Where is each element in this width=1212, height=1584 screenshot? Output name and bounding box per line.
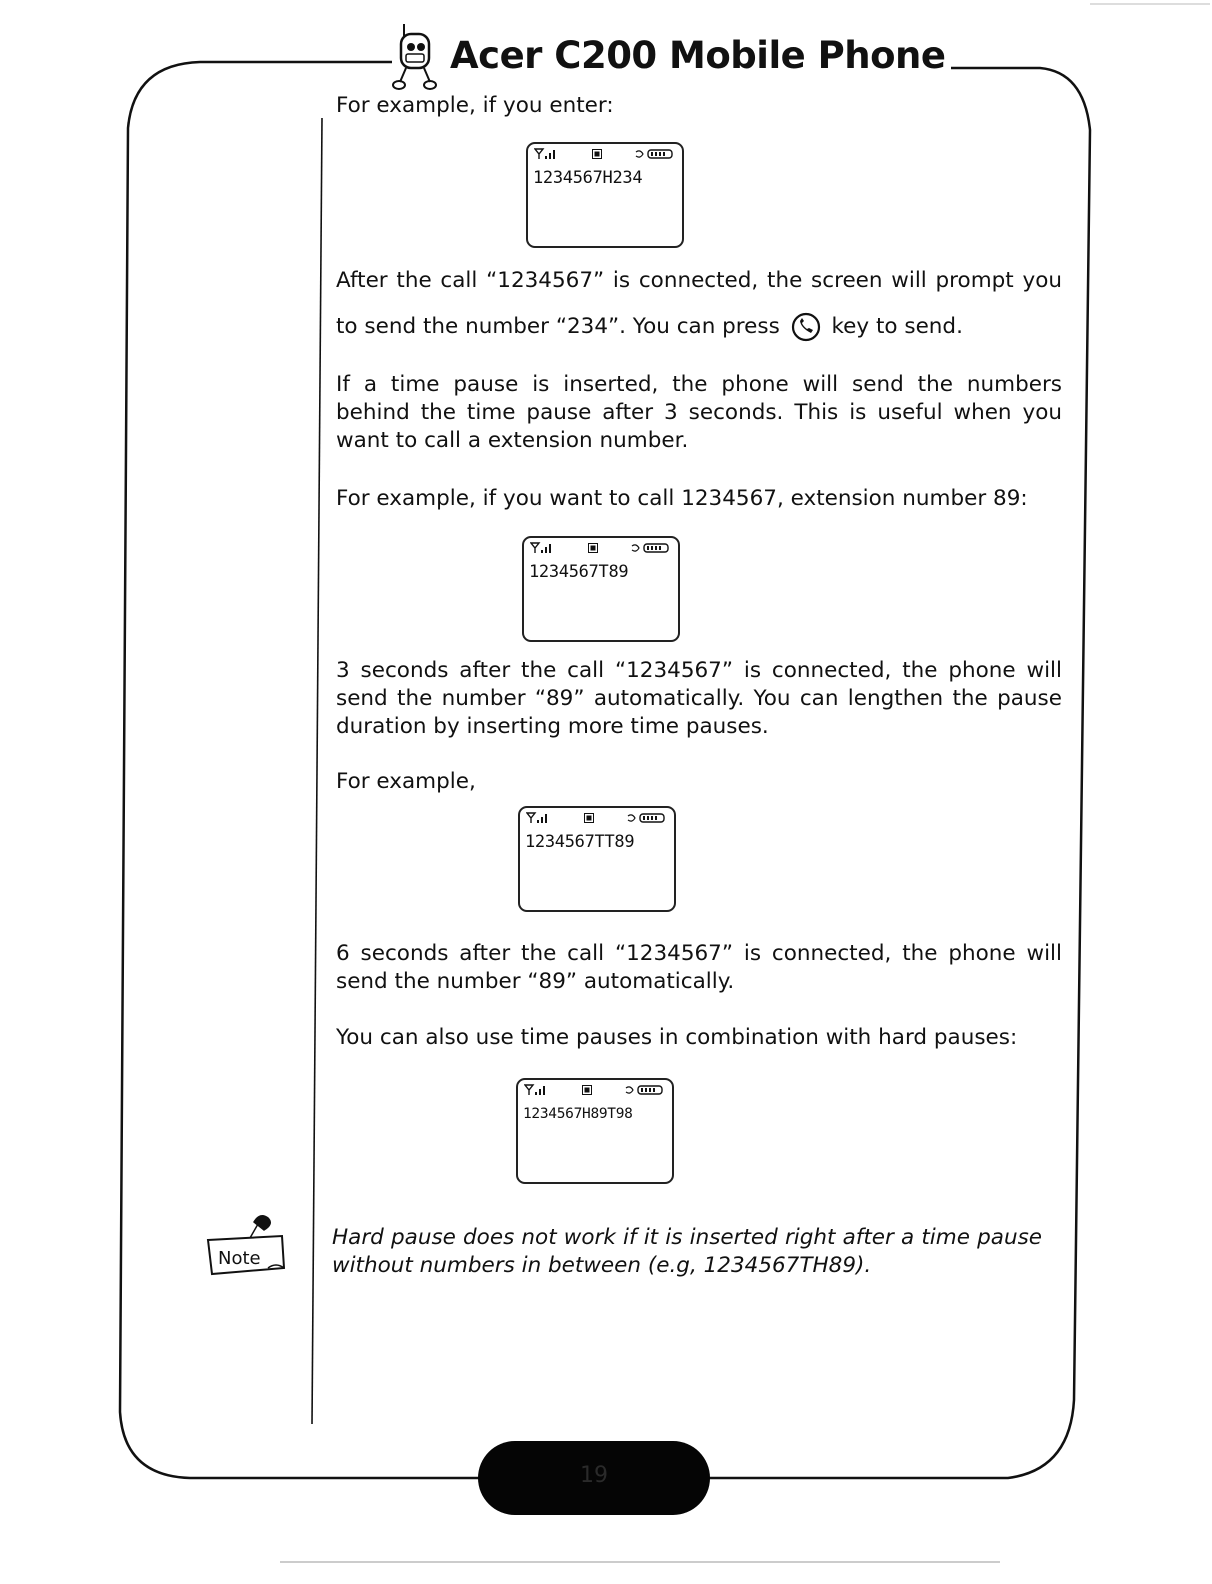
signal-icon bbox=[526, 812, 552, 824]
sim-icon bbox=[592, 149, 602, 159]
note-label: Note bbox=[218, 1248, 261, 1269]
note-pin-icon bbox=[204, 1212, 290, 1282]
battery-icon bbox=[630, 542, 672, 554]
paragraph-call-prompt-text: After the call “1234567” is connected, the screen will prompt you to send the number “234”. You can press bbox=[336, 268, 1062, 339]
send-call-key-icon bbox=[791, 312, 821, 342]
paragraph-call-prompt-end: key to send. bbox=[831, 314, 963, 339]
phone-mascot-icon bbox=[392, 22, 438, 96]
lcd-status-bar bbox=[526, 811, 668, 825]
lcd-number: 1234567TT89 bbox=[525, 832, 635, 852]
paragraph-call-prompt bbox=[336, 258, 1062, 350]
sim-icon bbox=[582, 1085, 592, 1095]
battery-icon bbox=[624, 1084, 666, 1096]
lcd-screen-2 bbox=[522, 536, 680, 642]
page-number-badge bbox=[478, 1441, 710, 1515]
lcd-status-bar bbox=[530, 541, 672, 555]
paragraph-three-seconds: 3 seconds after the call “1234567” is connected, the phone will send the number “89” automatically. You can lengthen the pause duration by inserting more time pauses. bbox=[336, 658, 1062, 739]
sim-icon bbox=[588, 543, 598, 553]
page-number: 19 bbox=[580, 1463, 608, 1488]
paragraph-six-seconds: 6 seconds after the call “1234567” is connected, the phone will send the number “89” automatically. bbox=[336, 941, 1062, 994]
signal-icon bbox=[534, 148, 560, 160]
signal-icon bbox=[530, 542, 556, 554]
page-title: Acer C200 Mobile Phone bbox=[444, 34, 951, 77]
battery-icon bbox=[626, 812, 668, 824]
paragraph-combination: You can also use time pauses in combination with hard pauses: bbox=[336, 1025, 1018, 1050]
lcd-screen-3 bbox=[518, 806, 676, 912]
lcd-number: 1234567H234 bbox=[533, 168, 643, 188]
sim-icon bbox=[584, 813, 594, 823]
lcd-number: 1234567H89T98 bbox=[523, 1106, 633, 1122]
lcd-screen-1 bbox=[526, 142, 684, 248]
lcd-number: 1234567T89 bbox=[529, 562, 629, 582]
lcd-status-bar bbox=[534, 147, 676, 161]
paragraph-intro: For example, if you enter: bbox=[336, 93, 614, 118]
lcd-screen-4 bbox=[516, 1078, 674, 1184]
signal-icon bbox=[524, 1084, 550, 1096]
lcd-status-bar bbox=[524, 1083, 666, 1097]
paragraph-example-label: For example, bbox=[336, 769, 476, 794]
note-text: Hard pause does not work if it is inserted right after a time pause without numbers in between (e.g, 1234567TH89). bbox=[332, 1225, 1042, 1278]
paragraph-extension-example: For example, if you want to call 1234567, extension number 89: bbox=[336, 486, 1028, 511]
paragraph-time-pause: If a time pause is inserted, the phone will send the numbers behind the time pause after 3 seconds. This is useful when you want to call a extension number. bbox=[336, 372, 1062, 453]
battery-icon bbox=[634, 148, 676, 160]
